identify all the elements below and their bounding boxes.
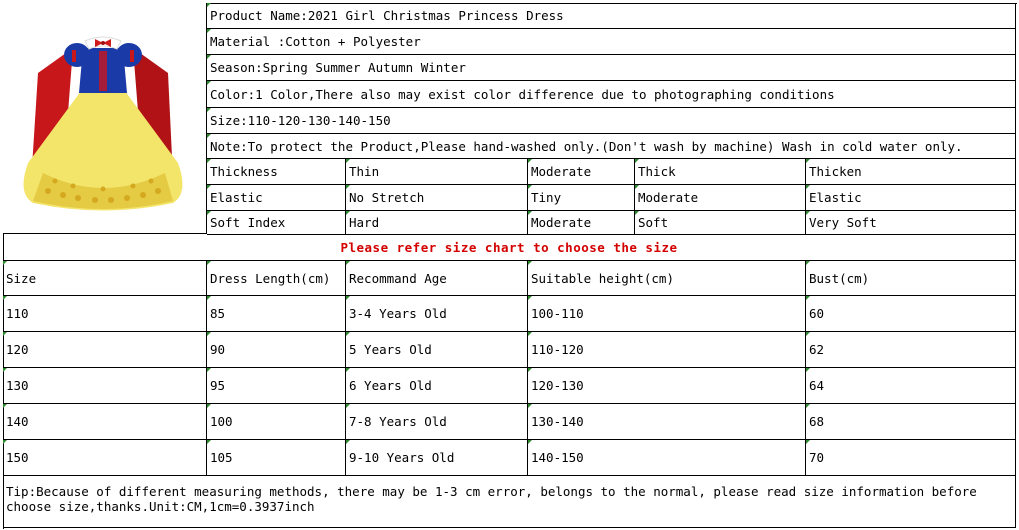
attr-label-soft-index: Soft Index (207, 211, 346, 235)
table-cell-bust: 60 (806, 296, 1016, 332)
table-cell-length: 90 (207, 332, 346, 368)
size-chart-notice: Please refer size chart to choose the size (3, 235, 1016, 261)
product-name: Product Name:2021 Girl Christmas Princess Dress (207, 3, 1016, 29)
table-cell-length: 95 (207, 368, 346, 404)
table-cell-age: 3-4 Years Old (346, 296, 528, 332)
attr-label-elastic: Elastic (207, 185, 346, 211)
product-photo (3, 3, 207, 234)
table-cell-age: 7-8 Years Old (346, 404, 528, 440)
material: Material :Cotton + Polyester (207, 29, 1016, 55)
table-cell-age: 5 Years Old (346, 332, 528, 368)
table-cell-bust: 68 (806, 404, 1016, 440)
table-cell-size: 120 (3, 332, 207, 368)
table-cell-height: 100-110 (528, 296, 806, 332)
dress-illustration (3, 3, 203, 231)
table-cell-size: 140 (3, 404, 207, 440)
color-note: Color:1 Color,There also may exist color difference due to photographing conditions (207, 81, 1016, 108)
col-header-height: Suitable height(cm) (528, 261, 806, 296)
attr-value: Very Soft (806, 211, 1016, 235)
col-header-age: Recommand Age (346, 261, 528, 296)
attr-value: Moderate (528, 211, 635, 235)
attr-value: Moderate (528, 159, 635, 185)
col-header-bust: Bust(cm) (806, 261, 1016, 296)
table-cell-length: 105 (207, 440, 346, 476)
care-note: Note:To protect the Product,Please hand-washed only.(Don't wash by machine) Wash in cold water only. (207, 134, 1016, 159)
table-cell-height: 110-120 (528, 332, 806, 368)
attr-value: Thin (346, 159, 528, 185)
attr-value: Thicken (806, 159, 1016, 185)
table-cell-height: 140-150 (528, 440, 806, 476)
table-cell-bust: 62 (806, 332, 1016, 368)
col-header-size: Size (3, 261, 207, 296)
size-list: Size:110-120-130-140-150 (207, 108, 1016, 134)
attr-label-thickness: Thickness (207, 159, 346, 185)
size-sheet (3, 3, 1016, 528)
table-cell-height: 120-130 (528, 368, 806, 404)
table-cell-height: 130-140 (528, 404, 806, 440)
table-cell-size: 130 (3, 368, 207, 404)
attr-value: Elastic (806, 185, 1016, 211)
attr-value: Thick (635, 159, 806, 185)
table-cell-size: 150 (3, 440, 207, 476)
table-cell-size: 110 (3, 296, 207, 332)
table-cell-age: 9-10 Years Old (346, 440, 528, 476)
attr-value: Hard (346, 211, 528, 235)
table-cell-bust: 64 (806, 368, 1016, 404)
table-cell-bust: 70 (806, 440, 1016, 476)
measurement-tip: Tip:Because of different measuring methods, there may be 1-3 cm error, belongs to the normal, please read size information before choose size,thanks.Unit:CM,1cm=0.3937inch (3, 476, 1016, 528)
table-cell-length: 100 (207, 404, 346, 440)
attr-value: Soft (635, 211, 806, 235)
attr-value: Tiny (528, 185, 635, 211)
col-header-dress-length: Dress Length(cm) (207, 261, 346, 296)
table-cell-age: 6 Years Old (346, 368, 528, 404)
table-cell-length: 85 (207, 296, 346, 332)
attr-value: No Stretch (346, 185, 528, 211)
season: Season:Spring Summer Autumn Winter (207, 55, 1016, 81)
attr-value: Moderate (635, 185, 806, 211)
